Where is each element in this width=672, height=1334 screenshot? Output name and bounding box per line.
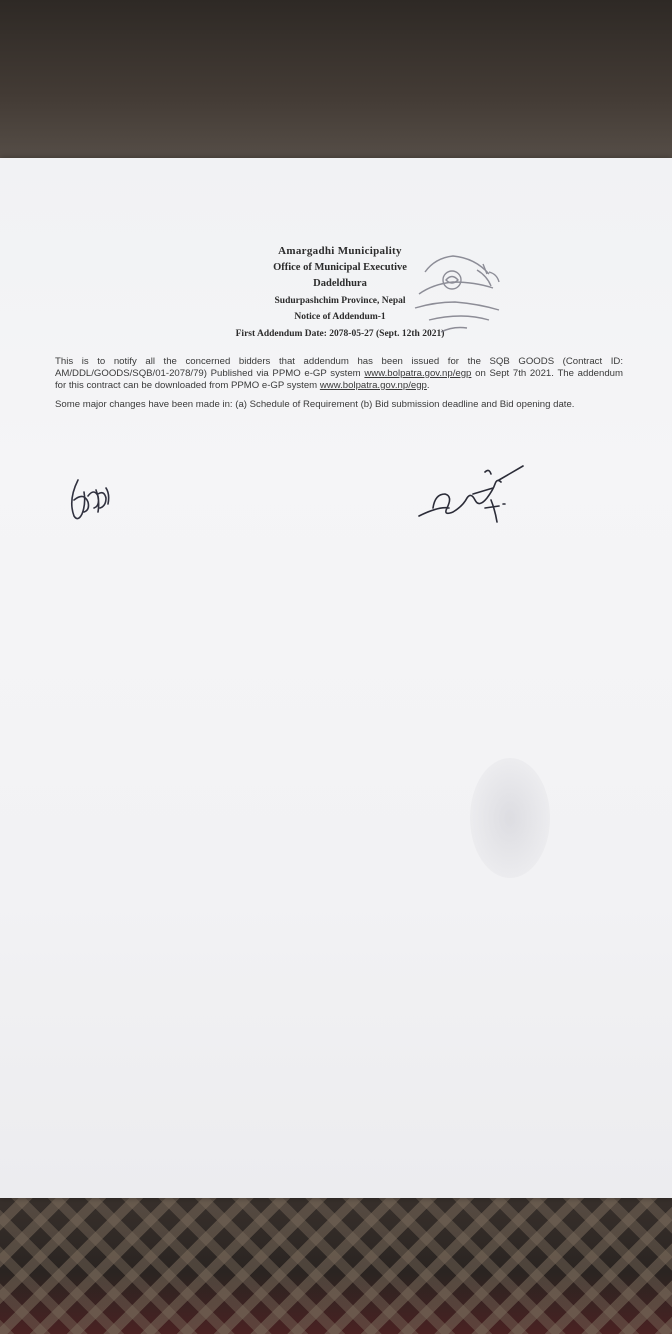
para1-text-end: . bbox=[426, 379, 430, 391]
para1-text-start: This is to notify all the concerned bidders that addendum has been issued for the SQB GOODS (Contract ID: AM/DDL/GOODS/SQB/01-2078/79) Published via PPMO e-GP system bbox=[55, 356, 623, 379]
notice-title: Notice of Addendum-1 bbox=[294, 312, 386, 322]
background-table-top bbox=[0, 0, 672, 175]
initials-signature bbox=[66, 466, 126, 526]
background-table-bottom bbox=[0, 1180, 672, 1334]
notice-paragraph-1 bbox=[55, 356, 623, 391]
official-signature bbox=[415, 458, 535, 538]
notice-paragraph-2: Some major changes have been made in: (a) Schedule of Requirement (b) Bid submission deadline and Bid opening date. bbox=[55, 399, 575, 411]
municipality-name: Amargadhi Municipality bbox=[278, 245, 402, 257]
addendum-date: First Addendum Date: 2078-05-27 (Sept. 12th 2021) bbox=[235, 328, 445, 339]
notice-body bbox=[55, 356, 623, 419]
bolpatra-link-2[interactable]: www.bolpatra.gov.np/egp bbox=[319, 379, 427, 391]
office-name: Office of Municipal Executive bbox=[273, 261, 407, 273]
district-name: Dadeldhura bbox=[313, 278, 367, 289]
letterhead bbox=[180, 243, 500, 342]
paper-smudge bbox=[470, 758, 550, 878]
document-page bbox=[0, 158, 672, 1198]
bolpatra-link-1[interactable]: www.bolpatra.gov.np/egp bbox=[364, 367, 472, 379]
para1-text-mid: on Sept 7th 2021. The addendum for this contract can be downloaded from PPMO e-GP system bbox=[55, 367, 624, 391]
province-name: Sudurpashchim Province, Nepal bbox=[274, 295, 406, 306]
